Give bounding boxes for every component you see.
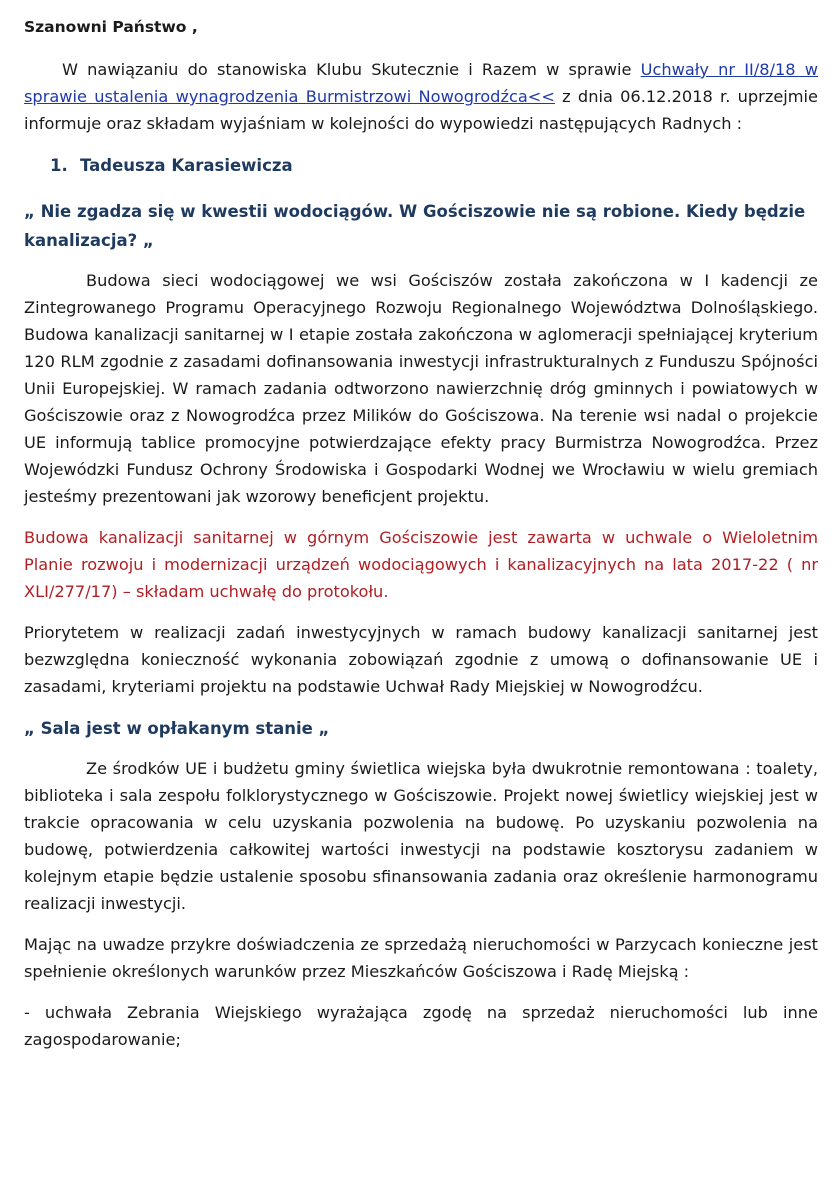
list-item-councillor [24, 153, 818, 179]
intro-paragraph [24, 56, 818, 137]
salutation: Szanowni Państwo , [24, 18, 198, 36]
paragraph-water-network: Budowa sieci wodociągowej we wsi Gościszów została zakończona w I kadencji ze Zintegrowanego Programu Operacyjnego Rozwoju Regionalnego Województwa Dolnośląskiego. Budowa kanalizacji sanitarnej w I etapie została zakończona w aglomeracji spełniającej kryterium 120 RLM zgodnie z zasadami dofinansowania inwestycji infrastrukturalnych z Funduszu Spójności Unii Europejskiej. W ramach zadania odtworzono nawierzchnię dróg gminnych i powiatowych w Gościszowie oraz z Nowogrodźca przez Milików do Gościszowa. Na terenie wsi nadal o projekcie UE informują tablice promocyjne potwierdzające efekty pracy Burmistrza Nowogrodźca. Przez Wojewódzki Fundusz Ochrony Środowiska i Gospodarki Wodnej we Wrocławiu w wielu gremiach jesteśmy prezentowani jak wzorowy beneficjent projektu. [24, 271, 818, 506]
list-item-name: Tadeusza Karasiewicza [80, 156, 293, 175]
list-item-number: 1. [50, 156, 68, 175]
paragraph-investment-priority: Priorytetem w realizacji zadań inwestycyjnych w ramach budowy kanalizacji sanitarnej jest bezwzględna konieczność wykonania zobowiązań zgodnie z umową o dofinansowanie UE i zasadami, kryteriami projektu na podstawie Uchwał Rady Miejskiej w Nowogrodźcu. [24, 623, 818, 696]
quote-water-supply: „ Nie zgadza się w kwestii wodociągów. W Gościszowie nie są robione. Kiedy będzie kanalizacja? „ [24, 202, 806, 250]
intro-text-before: W nawiązaniu do stanowiska Klubu Skutecznie i Razem w sprawie [62, 60, 641, 79]
paragraph-property-sale: Mając na uwadze przykre doświadczenia ze sprzedażą nieruchomości w Parzycach konieczne jest spełnienie określonych warunków przez Mieszkańców Gościszowa i Radę Miejską : [24, 935, 818, 981]
paragraph-community-hall: Ze środków UE i budżetu gminy świetlica wiejska była dwukrotnie remontowana : toalety, biblioteka i sala zespołu folklorystycznego w Gościszowie. Projekt nowej świetlicy wiejskiej jest w trakcie opracowania w celu uzyskania pozwolenia na budowę. Po uzyskaniu pozwolenia na budowę, potwierdzenia całkowitej wartości inwestycji na podstawie kosztorysu zadaniem w kolejnym etapie będzie ustalenie sposobu sfinansowania zadania oraz określenie harmonogramu realizacji inwestycji. [24, 759, 818, 913]
paragraph-sewerage-plan: Budowa kanalizacji sanitarnej w górnym Gościszowie jest zawarta w uchwale o Wieloletnim Planie rozwoju i modernizacji urządzeń wodociągowych i kanalizacyjnych na lata 2017-22 ( nr XLI/277/17) – składam uchwałę do protokołu. [24, 528, 818, 601]
bullet-village-resolution: - uchwała Zebrania Wiejskiego wyrażająca zgodę na sprzedaż nieruchomości lub inne zagospodarowanie; [24, 1003, 818, 1049]
resolution-link[interactable]: Uchwały nr II/8/18 w sprawie ustalenia wynagrodzenia Burmistrzowi Nowogrodźca<< [24, 60, 818, 106]
intro-text-after: z dnia 06.12.2018 r. uprzejmie informuje oraz składam wyjaśniam w kolejności do wypowiedzi następujących Radnych : [24, 87, 818, 133]
quote-hall-condition: „ Sala jest w opłakanym stanie „ [24, 719, 330, 738]
